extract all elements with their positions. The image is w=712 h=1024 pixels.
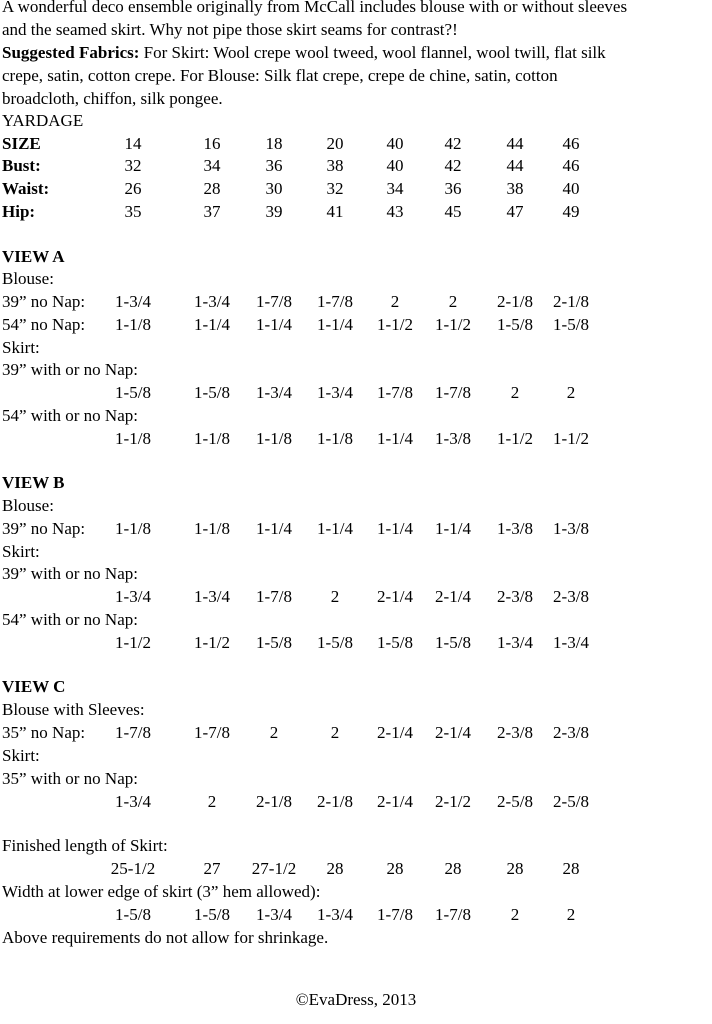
view-0-block-0-row-1-cell-4: 1-1/2 bbox=[377, 315, 413, 334]
finished-0-row-cell-1: 27 bbox=[203, 859, 221, 878]
view-2-block-0-row-0-cell-3: 2 bbox=[330, 723, 340, 742]
view-title-c: VIEW C bbox=[2, 677, 66, 696]
finished-1-row-cell-2: 1-3/4 bbox=[256, 905, 292, 924]
finished-0-row-cell-5: 28 bbox=[444, 859, 462, 878]
view-1-block-0-row-0-cell-6: 1-3/8 bbox=[497, 519, 533, 538]
finished-0-row-cell-2: 27-1/2 bbox=[251, 859, 297, 878]
measurement-row-hip-cell-4: 43 bbox=[386, 202, 404, 221]
finished-0-label: Finished length of Skirt: bbox=[2, 836, 168, 855]
measurement-row-waist-cell-2: 30 bbox=[265, 179, 283, 198]
view-2-block-1-row-0-cell-0: 1-3/4 bbox=[115, 792, 151, 811]
measurement-row-bust-cell-0: 32 bbox=[124, 156, 142, 175]
intro-line-2: and the seamed skirt. Why not pipe those skirt seams for contrast?! bbox=[2, 20, 458, 39]
measurement-row-bust-cell-3: 38 bbox=[326, 156, 344, 175]
finished-1-row-cell-1: 1-5/8 bbox=[194, 905, 230, 924]
view-0-block-1-row-1-cell-2: 1-1/8 bbox=[256, 429, 292, 448]
view-1-block-1-row-1-cell-7: 1-3/4 bbox=[553, 633, 589, 652]
view-1-block-0-row-0-cell-4: 1-1/4 bbox=[377, 519, 413, 538]
view-0-block-1-heading: Skirt: bbox=[2, 338, 40, 357]
measurement-row-hip-cell-3: 41 bbox=[326, 202, 344, 221]
view-1-block-1-heading: Skirt: bbox=[2, 542, 40, 561]
view-0-block-0-row-0-cell-6: 2-1/8 bbox=[497, 292, 533, 311]
view-2-block-0-row-0-cell-4: 2-1/4 bbox=[377, 723, 413, 742]
measurement-row-hip-cell-6: 47 bbox=[506, 202, 524, 221]
measurement-row-waist-cell-0: 26 bbox=[124, 179, 142, 198]
view-0-block-1-row-0-label: 39” with or no Nap: bbox=[2, 360, 138, 379]
fabrics-line-2: crepe, satin, cotton crepe. For Blouse: Silk flat crepe, crepe de chine, satin, cotton bbox=[2, 66, 558, 85]
measurement-row-hip-cell-0: 35 bbox=[124, 202, 142, 221]
view-1-block-1-row-1 bbox=[2, 631, 710, 654]
view-0-block-0-row-1-cell-6: 1-5/8 bbox=[497, 315, 533, 334]
view-2-block-1-row-0 bbox=[2, 790, 710, 813]
view-2-block-0-row-0-cell-2: 2 bbox=[269, 723, 279, 742]
size-row-cell-0: 14 bbox=[124, 134, 142, 153]
finished-0-row-cell-3: 28 bbox=[326, 859, 344, 878]
view-0-block-0-row-1 bbox=[2, 313, 710, 336]
finished-1-row-cell-0: 1-5/8 bbox=[115, 905, 151, 924]
view-2-block-0-heading: Blouse with Sleeves: bbox=[2, 700, 145, 719]
view-0-block-1-row-1 bbox=[2, 427, 710, 450]
measurement-row-hip-cell-5: 45 bbox=[444, 202, 462, 221]
view-1-block-0-row-0-cell-1: 1-1/8 bbox=[194, 519, 230, 538]
view-0-block-1-row-1-cell-1: 1-1/8 bbox=[194, 429, 230, 448]
view-0-block-1-row-0-cell-3: 1-3/4 bbox=[317, 383, 353, 402]
view-0-block-0-row-1-cell-5: 1-1/2 bbox=[435, 315, 471, 334]
measurement-row-bust-label: Bust: bbox=[2, 156, 41, 175]
measurement-row-bust-cell-2: 36 bbox=[265, 156, 283, 175]
copyright-footer: ©EvaDress, 2013 bbox=[295, 990, 417, 1009]
view-0-block-1-row-0-cell-1: 1-5/8 bbox=[194, 383, 230, 402]
finished-0-row-cell-0: 25-1/2 bbox=[110, 859, 156, 878]
measurement-row-hip-cell-1: 37 bbox=[203, 202, 221, 221]
view-2-block-1-heading: Skirt: bbox=[2, 746, 40, 765]
view-0-block-0-row-0-cell-5: 2 bbox=[448, 292, 458, 311]
view-1-block-1-row-1-cell-5: 1-5/8 bbox=[435, 633, 471, 652]
finished-0-row-cell-4: 28 bbox=[386, 859, 404, 878]
size-row-cell-5: 42 bbox=[444, 134, 462, 153]
view-1-block-0-row-0-cell-3: 1-1/4 bbox=[317, 519, 353, 538]
finished-0-row-cell-6: 28 bbox=[506, 859, 524, 878]
view-1-block-1-row-0-cell-5: 2-1/4 bbox=[435, 587, 471, 606]
measurement-row-waist-cell-7: 40 bbox=[562, 179, 580, 198]
view-0-block-0-row-1-label: 54” no Nap: bbox=[2, 315, 86, 334]
finished-1-row-cell-6: 2 bbox=[510, 905, 520, 924]
measurement-row-waist-cell-4: 34 bbox=[386, 179, 404, 198]
view-2-block-1-row-0-label: 35” with or no Nap: bbox=[2, 769, 138, 788]
view-0-block-0-heading: Blouse: bbox=[2, 269, 54, 288]
measurement-row-bust-cell-1: 34 bbox=[203, 156, 221, 175]
finished-1-row-cell-3: 1-3/4 bbox=[317, 905, 353, 924]
view-2-block-1-row-0-cell-2: 2-1/8 bbox=[256, 792, 292, 811]
view-0-block-0-row-1-cell-2: 1-1/4 bbox=[256, 315, 292, 334]
measurement-row-bust-cell-4: 40 bbox=[386, 156, 404, 175]
measurement-row-bust-cell-5: 42 bbox=[444, 156, 462, 175]
view-1-block-1-row-1-cell-2: 1-5/8 bbox=[256, 633, 292, 652]
fabrics-line-3: broadcloth, chiffon, silk pongee. bbox=[2, 89, 223, 108]
measurement-row-bust-cell-7: 46 bbox=[562, 156, 580, 175]
measurement-row-bust bbox=[2, 154, 710, 177]
view-0-block-1-row-0-cell-4: 1-7/8 bbox=[377, 383, 413, 402]
measurement-row-bust-cell-6: 44 bbox=[506, 156, 524, 175]
view-0-block-1-row-0-cell-0: 1-5/8 bbox=[115, 383, 151, 402]
view-1-block-1-row-0-label: 39” with or no Nap: bbox=[2, 564, 138, 583]
view-2-block-0-row-0 bbox=[2, 721, 710, 744]
view-0-block-1-row-1-cell-5: 1-3/8 bbox=[435, 429, 471, 448]
view-0-block-0-row-0-cell-1: 1-3/4 bbox=[194, 292, 230, 311]
view-1-block-0-row-0 bbox=[2, 517, 710, 540]
measurement-row-hip-label: Hip: bbox=[2, 202, 36, 221]
size-row-cell-4: 40 bbox=[386, 134, 404, 153]
view-1-block-1-row-0-cell-6: 2-3/8 bbox=[497, 587, 533, 606]
size-row-label: SIZE bbox=[2, 134, 41, 153]
measurement-row-waist bbox=[2, 177, 710, 200]
measurement-row-waist-cell-3: 32 bbox=[326, 179, 344, 198]
view-1-block-1-row-0-cell-7: 2-3/8 bbox=[553, 587, 589, 606]
measurement-row-hip bbox=[2, 200, 710, 223]
view-1-block-0-row-0-label: 39” no Nap: bbox=[2, 519, 86, 538]
view-1-block-0-row-0-cell-7: 1-3/8 bbox=[553, 519, 589, 538]
view-0-block-0-row-1-cell-0: 1-1/8 bbox=[115, 315, 151, 334]
view-2-block-1-row-0-cell-7: 2-5/8 bbox=[553, 792, 589, 811]
view-2-block-0-row-0-cell-0: 1-7/8 bbox=[115, 723, 151, 742]
fabrics-line-1 bbox=[2, 41, 606, 64]
finished-0-row bbox=[2, 857, 710, 880]
view-1-block-0-row-0-cell-5: 1-1/4 bbox=[435, 519, 471, 538]
view-2-block-0-row-0-label: 35” no Nap: bbox=[2, 723, 86, 742]
view-1-block-1-row-0-cell-4: 2-1/4 bbox=[377, 587, 413, 606]
view-1-block-1-row-0 bbox=[2, 585, 710, 608]
measurement-row-waist-cell-1: 28 bbox=[203, 179, 221, 198]
view-1-block-1-row-0-cell-0: 1-3/4 bbox=[115, 587, 151, 606]
view-0-block-0-row-0 bbox=[2, 290, 710, 313]
finished-0-row-cell-7: 28 bbox=[562, 859, 580, 878]
view-0-block-1-row-1-label: 54” with or no Nap: bbox=[2, 406, 138, 425]
size-row-cell-3: 20 bbox=[326, 134, 344, 153]
view-1-block-1-row-1-cell-1: 1-1/2 bbox=[194, 633, 230, 652]
view-0-block-0-row-1-cell-3: 1-1/4 bbox=[317, 315, 353, 334]
view-1-block-1-row-1-cell-6: 1-3/4 bbox=[497, 633, 533, 652]
view-2-block-0-row-0-cell-5: 2-1/4 bbox=[435, 723, 471, 742]
view-1-block-1-row-0-cell-1: 1-3/4 bbox=[194, 587, 230, 606]
view-2-block-0-row-0-cell-6: 2-3/8 bbox=[497, 723, 533, 742]
view-1-block-1-row-1-cell-4: 1-5/8 bbox=[377, 633, 413, 652]
size-row-cell-1: 16 bbox=[203, 134, 221, 153]
view-0-block-1-row-0-cell-6: 2 bbox=[510, 383, 520, 402]
view-0-block-0-row-1-cell-7: 1-5/8 bbox=[553, 315, 589, 334]
view-2-block-1-row-0-cell-6: 2-5/8 bbox=[497, 792, 533, 811]
view-0-block-1-row-1-cell-3: 1-1/8 bbox=[317, 429, 353, 448]
view-0-block-1-row-1-cell-7: 1-1/2 bbox=[553, 429, 589, 448]
view-0-block-0-row-0-cell-0: 1-3/4 bbox=[115, 292, 151, 311]
finished-1-label: Width at lower edge of skirt (3” hem allowed): bbox=[2, 882, 321, 901]
view-2-block-1-row-0-cell-5: 2-1/2 bbox=[435, 792, 471, 811]
view-1-block-1-row-1-label: 54” with or no Nap: bbox=[2, 610, 138, 629]
view-1-block-0-row-0-cell-2: 1-1/4 bbox=[256, 519, 292, 538]
view-0-block-1-row-0 bbox=[2, 381, 710, 404]
finished-1-row-cell-5: 1-7/8 bbox=[435, 905, 471, 924]
fabrics-text-1: For Skirt: Wool crepe wool tweed, wool flannel, wool twill, flat silk bbox=[139, 43, 606, 62]
view-title-a: VIEW A bbox=[2, 247, 65, 266]
view-1-block-0-heading: Blouse: bbox=[2, 496, 54, 515]
view-2-block-0-row-0-cell-1: 1-7/8 bbox=[194, 723, 230, 742]
view-0-block-0-row-0-cell-7: 2-1/8 bbox=[553, 292, 589, 311]
size-row-cell-2: 18 bbox=[265, 134, 283, 153]
view-1-block-1-row-1-cell-3: 1-5/8 bbox=[317, 633, 353, 652]
view-2-block-1-row-0-cell-1: 2 bbox=[207, 792, 217, 811]
view-2-block-1-row-0-cell-3: 2-1/8 bbox=[317, 792, 353, 811]
view-0-block-1-row-0-cell-2: 1-3/4 bbox=[256, 383, 292, 402]
view-0-block-0-row-0-cell-4: 2 bbox=[390, 292, 400, 311]
view-0-block-1-row-0-cell-7: 2 bbox=[566, 383, 576, 402]
view-2-block-1-row-0-cell-4: 2-1/4 bbox=[377, 792, 413, 811]
shrinkage-note: Above requirements do not allow for shrinkage. bbox=[2, 928, 329, 947]
view-1-block-1-row-0-cell-3: 2 bbox=[330, 587, 340, 606]
measurement-row-waist-cell-6: 38 bbox=[506, 179, 524, 198]
view-0-block-0-row-0-cell-2: 1-7/8 bbox=[256, 292, 292, 311]
view-0-block-1-row-1-cell-0: 1-1/8 bbox=[115, 429, 151, 448]
view-1-block-1-row-1-cell-0: 1-1/2 bbox=[115, 633, 151, 652]
finished-1-row-cell-4: 1-7/8 bbox=[377, 905, 413, 924]
view-0-block-1-row-1-cell-4: 1-1/4 bbox=[377, 429, 413, 448]
fabrics-label: Suggested Fabrics: bbox=[2, 43, 140, 62]
yardage-heading: YARDAGE bbox=[2, 111, 84, 130]
view-0-block-1-row-1-cell-6: 1-1/2 bbox=[497, 429, 533, 448]
measurement-row-waist-cell-5: 36 bbox=[444, 179, 462, 198]
view-0-block-0-row-0-label: 39” no Nap: bbox=[2, 292, 86, 311]
measurement-row-waist-label: Waist: bbox=[2, 179, 50, 198]
finished-1-row-cell-7: 2 bbox=[566, 905, 576, 924]
finished-1-row bbox=[2, 903, 710, 926]
view-0-block-1-row-0-cell-5: 1-7/8 bbox=[435, 383, 471, 402]
size-row-cell-7: 46 bbox=[562, 134, 580, 153]
view-0-block-0-row-0-cell-3: 1-7/8 bbox=[317, 292, 353, 311]
view-2-block-0-row-0-cell-7: 2-3/8 bbox=[553, 723, 589, 742]
measurement-row-hip-cell-2: 39 bbox=[265, 202, 283, 221]
view-0-block-0-row-1-cell-1: 1-1/4 bbox=[194, 315, 230, 334]
size-row-cell-6: 44 bbox=[506, 134, 524, 153]
intro-line-1: A wonderful deco ensemble originally from McCall includes blouse with or without sleeves bbox=[2, 0, 628, 16]
size-row bbox=[2, 132, 710, 155]
measurement-row-hip-cell-7: 49 bbox=[562, 202, 580, 221]
view-title-b: VIEW B bbox=[2, 473, 65, 492]
view-1-block-0-row-0-cell-0: 1-1/8 bbox=[115, 519, 151, 538]
view-1-block-1-row-0-cell-2: 1-7/8 bbox=[256, 587, 292, 606]
